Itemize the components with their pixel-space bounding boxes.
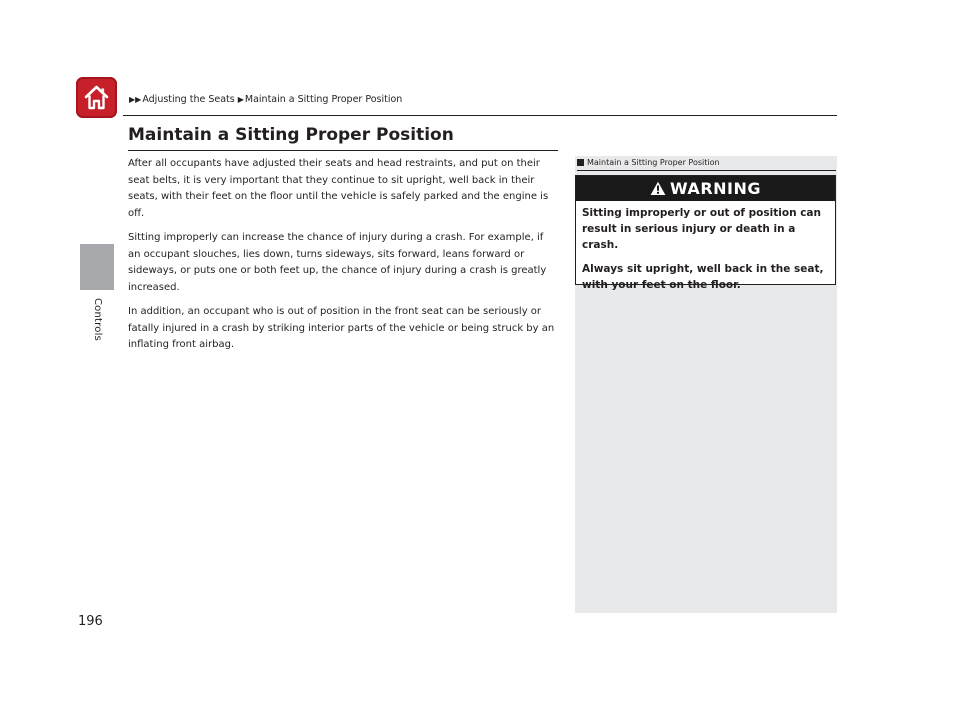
warning-line: Sitting improperly or out of position can result in serious injury or death in a crash.: [582, 207, 821, 251]
warning-header: [576, 176, 835, 201]
body-paragraph: After all occupants have adjusted their seats and head restraints, and put on their seat belts, it is very important that they continue to sit upright, well back in their seats, with their feet on the floor until the vehicle is safely parked and the engine is off.: [128, 158, 549, 219]
home-icon: [82, 83, 111, 112]
side-note-heading: [577, 158, 835, 167]
breadcrumb-arrow-icon: ▶: [237, 95, 244, 104]
side-note-heading-text: Maintain a Sitting Proper Position: [587, 158, 720, 167]
warning-line: Always sit upright, well back in the seat, with your feet on the floor.: [582, 263, 824, 291]
title-divider: [128, 150, 558, 151]
breadcrumb: [129, 94, 402, 105]
header-divider: [123, 115, 837, 116]
warning-text: [582, 205, 827, 301]
breadcrumb-item-sitting-position[interactable]: Maintain a Sitting Proper Position: [244, 94, 403, 105]
page-title: Maintain a Sitting Proper Position: [128, 125, 454, 145]
side-note-divider: [577, 170, 836, 171]
warning-label: WARNING: [670, 179, 761, 198]
breadcrumb-arrow-icon: ▶▶: [129, 95, 142, 104]
note-marker-icon: [577, 159, 584, 166]
warning-box: [575, 175, 836, 291]
breadcrumb-item-adjusting-seats[interactable]: Adjusting the Seats: [142, 94, 235, 105]
section-tab-label: Controls: [92, 298, 103, 341]
body-paragraph: In addition, an occupant who is out of position in the front seat can be seriously or fatally injured in a crash by striking interior parts of the vehicle or being struck by an inflating front airbag.: [128, 306, 555, 350]
alert-triangle-icon: [650, 181, 666, 196]
body-paragraph: Sitting improperly can increase the chance of injury during a crash. For example, if an occupant slouches, lies down, turns sideways, sits forward, leans forward or sideways, or puts one or both feet up, the chance of injury during a crash is greatly increased.: [128, 232, 547, 293]
home-button[interactable]: [76, 77, 117, 118]
section-tab-marker[interactable]: [80, 244, 114, 290]
page-number: 196: [78, 614, 103, 629]
body-text: [128, 156, 558, 362]
